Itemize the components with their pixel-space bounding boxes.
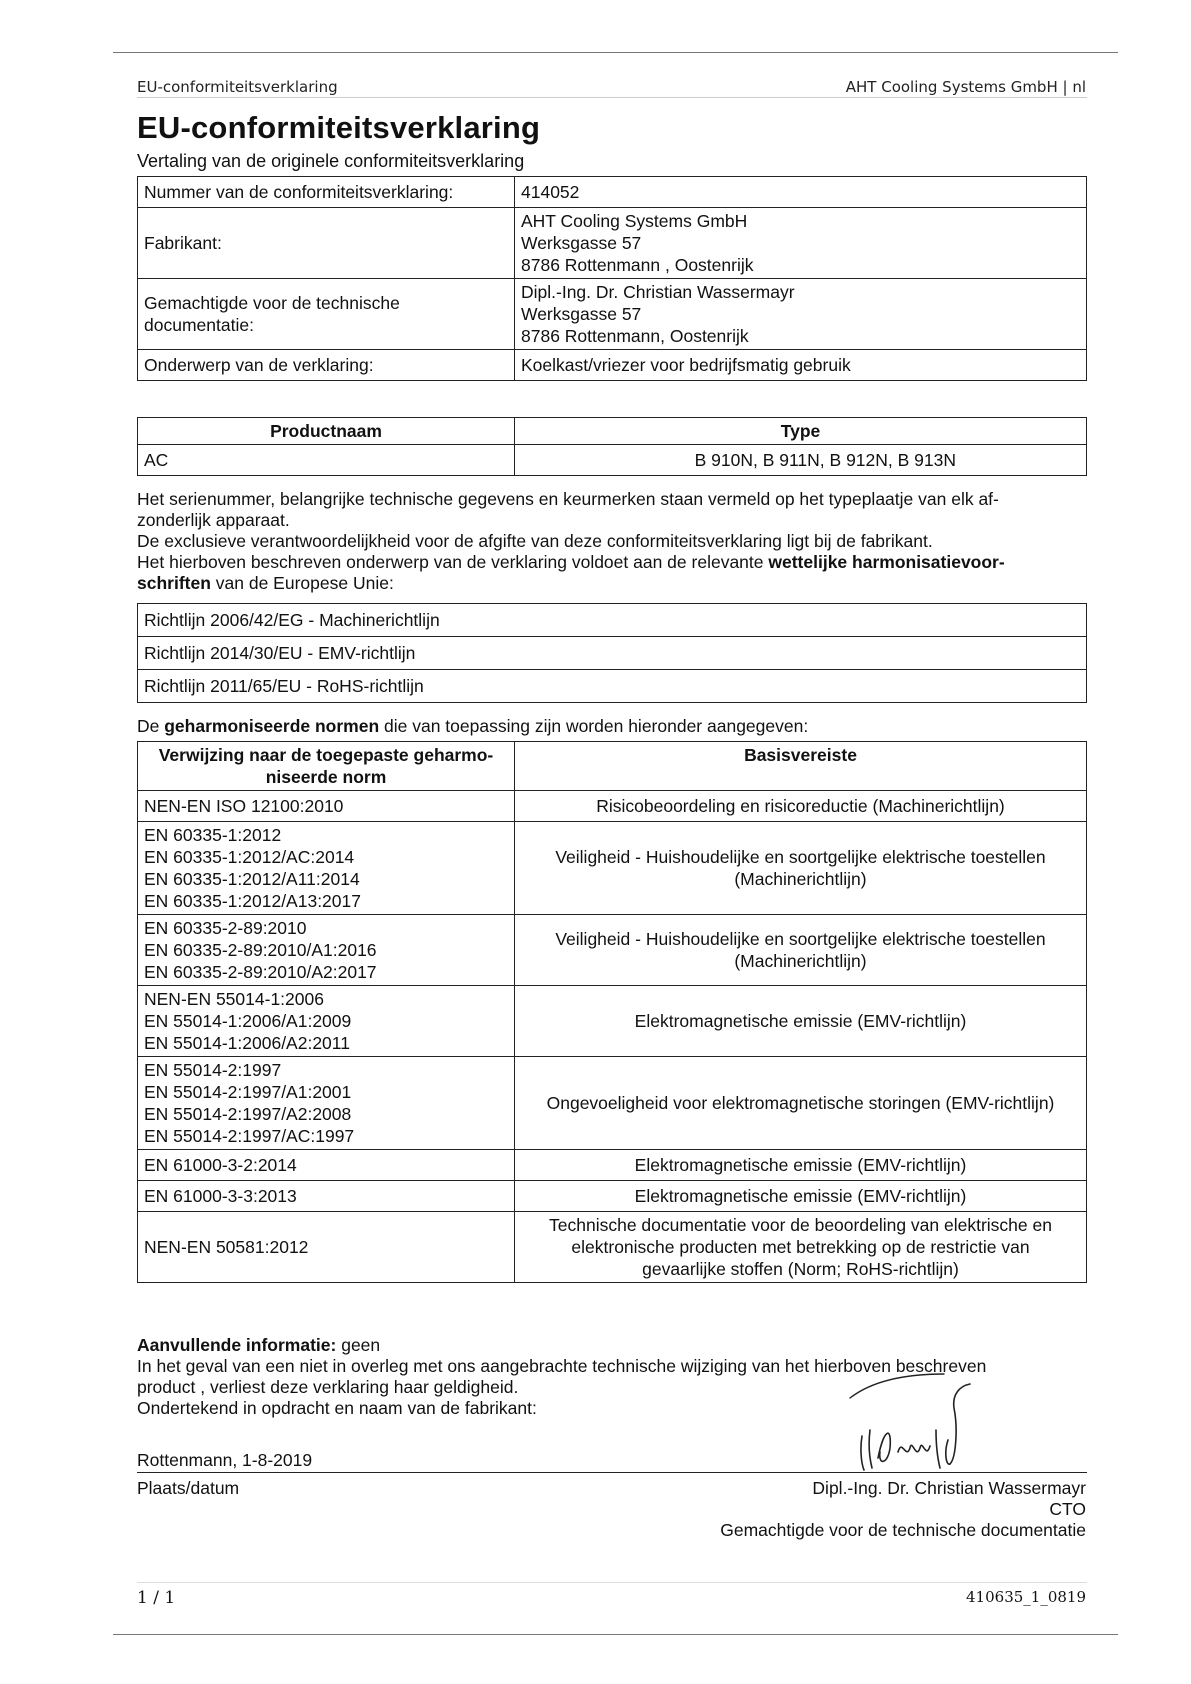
- authorized-line: Dipl.-Ing. Dr. Christian Wassermayr: [521, 282, 795, 302]
- norm-requirement: [515, 822, 1087, 915]
- table-row: [138, 670, 1087, 703]
- requirement-line: Elektromagnetische emissie (EMV-richtlijn): [634, 1186, 967, 1206]
- norm-line: EN 60335-1:2012: [144, 825, 282, 845]
- norm-line: NEN-EN 55014-1:2006: [144, 989, 324, 1009]
- norm-requirement: [515, 915, 1087, 986]
- document-subtitle: Vertaling van de originele conformiteitsverklaring: [137, 151, 525, 171]
- paragraph-bold-text: schriften: [137, 573, 211, 593]
- directives-table: [137, 603, 1087, 703]
- header-line: niseerde norm: [265, 767, 387, 787]
- paragraph-text: Het hierboven beschreven onderwerp van de verklaring voldoet aan de relevante: [137, 552, 769, 572]
- directive-item: Richtlijn 2011/65/EU - RoHS-richtlijn: [138, 670, 1087, 703]
- manufacturer-value: [515, 208, 1087, 279]
- norm-requirement: [515, 1150, 1087, 1181]
- table-row: [138, 350, 1087, 381]
- top-rule: [113, 52, 1118, 53]
- signatory-role: CTO: [1049, 1499, 1086, 1519]
- norm-requirement: [515, 1181, 1087, 1212]
- product-type-header: Type: [515, 418, 1087, 445]
- norm-line: NEN-EN 50581:2012: [144, 1237, 309, 1257]
- declaration-info-table: [137, 176, 1087, 381]
- table-row: [138, 445, 1087, 476]
- paragraph-line: [137, 573, 1087, 594]
- signature-line: [137, 1472, 1087, 1473]
- product-table: [137, 417, 1087, 476]
- authorized-label-line: documentatie:: [144, 315, 254, 335]
- norm-line: EN 55014-2:1997: [144, 1060, 282, 1080]
- requirement-line: Technische documentatie voor de beoordeling van elektrische en: [549, 1215, 1052, 1235]
- paragraph-line: In het geval van een niet in overleg met ons aangebrachte technische wijziging van het hierboven beschreven: [137, 1356, 987, 1376]
- table-row: [138, 1212, 1087, 1283]
- norms-table: [137, 741, 1087, 1283]
- paragraph-bold-text: wettelijke harmonisatievoor-: [768, 552, 1005, 572]
- product-name-header: Productnaam: [138, 418, 515, 445]
- signatory-name: Dipl.-Ing. Dr. Christian Wassermayr: [812, 1478, 1086, 1498]
- additional-info-value: geen: [336, 1335, 381, 1355]
- norm-reference: [138, 1150, 515, 1181]
- paragraph-text: die van toepassing zijn worden hieronder aangegeven:: [379, 716, 809, 736]
- declaration-paragraph: [137, 489, 1087, 594]
- paragraph-line: product , verliest deze verklaring haar geldigheid.: [137, 1377, 519, 1397]
- header-right: AHT Cooling Systems GmbH | nl: [845, 78, 1086, 96]
- authorized-label-line: Gemachtigde voor de technische: [144, 293, 400, 313]
- requirement-line: (Machinerichtlijn): [734, 869, 867, 889]
- norm-reference: [138, 915, 515, 986]
- table-row: [138, 208, 1087, 279]
- number-label: Nummer van de conformiteitsverklaring:: [138, 177, 515, 208]
- requirement-line: Elektromagnetische emissie (EMV-richtlijn): [634, 1155, 967, 1175]
- requirement-line: Risicobeoordeling en risicoreductie (Machinerichtlijn): [596, 796, 1005, 816]
- manufacturer-label: Fabrikant:: [138, 208, 515, 279]
- product-name: AC: [138, 445, 515, 476]
- paragraph-line: [137, 1335, 1087, 1356]
- requirement-line: Veiligheid - Huishoudelijke en soortgelijke elektrische toestellen: [555, 929, 1046, 949]
- norm-line: EN 55014-2:1997/A2:2008: [144, 1104, 352, 1124]
- paragraph-line: De exclusieve verantwoordelijkheid voor de afgifte van deze conformiteitsverklaring ligt bij de fabrikant.: [137, 531, 933, 551]
- table-row: [138, 822, 1087, 915]
- table-row: [138, 915, 1087, 986]
- signatory: [720, 1478, 1086, 1541]
- directive-item: Richtlijn 2014/30/EU - EMV-richtlijn: [138, 637, 1087, 670]
- authorized-line: Werksgasse 57: [521, 304, 642, 324]
- table-header-row: [138, 742, 1087, 791]
- paragraph-bold-text: geharmoniseerde normen: [164, 716, 380, 736]
- table-row: [138, 791, 1087, 822]
- authorized-line: 8786 Rottenmann, Oostenrijk: [521, 326, 749, 346]
- norm-requirement-header: Basisvereiste: [515, 742, 1087, 791]
- norm-reference: [138, 791, 515, 822]
- table-row: [138, 986, 1087, 1057]
- norm-line: EN 60335-2-89:2010/A1:2016: [144, 940, 377, 960]
- signatory-role-description: Gemachtigde voor de technische documentatie: [720, 1520, 1086, 1540]
- norm-line: EN 55014-1:2006/A1:2009: [144, 1011, 352, 1031]
- product-type: B 910N, B 911N, B 912N, B 913N: [515, 445, 1087, 476]
- additional-info-label: Aanvullende informatie:: [137, 1335, 337, 1355]
- norm-line: EN 55014-2:1997/A1:2001: [144, 1082, 352, 1102]
- norm-reference: [138, 1057, 515, 1150]
- number-value: 414052: [515, 177, 1087, 208]
- paragraph-text: van de Europese Unie:: [210, 573, 394, 593]
- norm-reference: [138, 1181, 515, 1212]
- manufacturer-line: 8786 Rottenmann , Oostenrijk: [521, 255, 754, 275]
- norm-requirement: [515, 791, 1087, 822]
- norm-line: EN 60335-1:2012/A13:2017: [144, 891, 361, 911]
- requirement-line: Veiligheid - Huishoudelijke en soortgelijke elektrische toestellen: [555, 847, 1046, 867]
- paragraph-text: De: [137, 716, 165, 736]
- norm-line: EN 61000-3-3:2013: [144, 1186, 297, 1206]
- requirement-line: gevaarlijke stoffen (Norm; RoHS-richtlijn): [642, 1259, 959, 1279]
- norm-line: EN 55014-2:1997/AC:1997: [144, 1126, 355, 1146]
- subject-value: Koelkast/vriezer voor bedrijfsmatig gebruik: [515, 350, 1087, 381]
- paragraph-line: Ondertekend in opdracht en naam van de fabrikant:: [137, 1398, 537, 1418]
- norm-line: EN 60335-2-89:2010: [144, 918, 307, 938]
- authorized-value: [515, 279, 1087, 350]
- norm-reference: [138, 1212, 515, 1283]
- place-date-label: Plaats/datum: [137, 1478, 240, 1498]
- norm-requirement: [515, 986, 1087, 1057]
- norm-line: EN 60335-2-89:2010/A2:2017: [144, 962, 377, 982]
- norm-requirement: [515, 1057, 1087, 1150]
- document-title: EU-conformiteitsverklaring: [137, 110, 541, 145]
- directive-item: Richtlijn 2006/42/EG - Machinerichtlijn: [138, 604, 1087, 637]
- norm-requirement: [515, 1212, 1087, 1283]
- manufacturer-line: Werksgasse 57: [521, 233, 642, 253]
- paragraph-line: zonderlijk apparaat.: [137, 510, 290, 530]
- authorized-label: [138, 279, 515, 350]
- place-date: Rottenmann, 1-8-2019: [137, 1450, 313, 1470]
- paragraph-line: Het serienummer, belangrijke technische gegevens en keurmerken staan vermeld op het typeplaatje van elk af-: [137, 489, 999, 509]
- bottom-rule: [113, 1634, 1118, 1635]
- requirement-line: elektronische producten met betrekking op de restrictie van: [571, 1237, 1030, 1257]
- paragraph-line: [137, 552, 1087, 573]
- requirement-line: (Machinerichtlijn): [734, 951, 867, 971]
- norm-line: NEN-EN ISO 12100:2010: [144, 796, 344, 816]
- header-divider: [137, 97, 1087, 98]
- requirement-line: Ongevoeligheid voor elektromagnetische storingen (EMV-richtlijn): [546, 1093, 1055, 1113]
- table-row: [138, 1181, 1087, 1212]
- norm-line: EN 61000-3-2:2014: [144, 1155, 297, 1175]
- table-row: [138, 637, 1087, 670]
- table-header-row: [138, 418, 1087, 445]
- subject-label: Onderwerp van de verklaring:: [138, 350, 515, 381]
- table-row: [138, 604, 1087, 637]
- header-line: Verwijzing naar de toegepaste geharmo-: [158, 745, 494, 765]
- norm-reference: [138, 822, 515, 915]
- handwritten-signature: [848, 1368, 1018, 1478]
- norm-reference-header: [138, 742, 515, 791]
- norm-reference: [138, 986, 515, 1057]
- header-left: EU-conformiteitsverklaring: [137, 78, 338, 96]
- table-row: [138, 279, 1087, 350]
- document-code: 410635_1_0819: [966, 1588, 1086, 1606]
- norm-line: EN 55014-1:2006/A2:2011: [144, 1033, 350, 1053]
- manufacturer-line: AHT Cooling Systems GmbH: [521, 211, 748, 231]
- table-row: [138, 1150, 1087, 1181]
- table-row: [138, 1057, 1087, 1150]
- table-row: [138, 177, 1087, 208]
- footer-divider: [137, 1582, 1087, 1583]
- norms-intro: [137, 716, 1087, 737]
- norm-line: EN 60335-1:2012/AC:2014: [144, 847, 355, 867]
- page-number: 1 / 1: [137, 1588, 176, 1608]
- norm-line: EN 60335-1:2012/A11:2014: [144, 869, 360, 889]
- requirement-line: Elektromagnetische emissie (EMV-richtlijn): [634, 1011, 967, 1031]
